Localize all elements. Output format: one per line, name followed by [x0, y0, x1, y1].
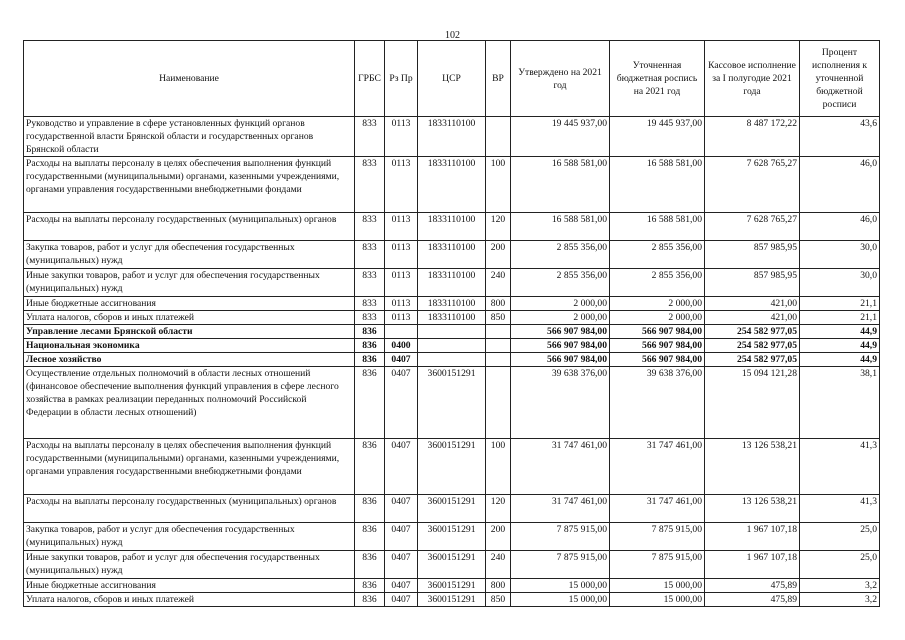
cell-name: Иные закупки товаров, работ и услуг для обеспечения государственных (муниципальных) нужд: [24, 551, 355, 579]
cell-percent: 44,9: [800, 339, 880, 353]
cell-name: Закупка товаров, работ и услуг для обеспечения государственных (муниципальных) нужд: [24, 523, 355, 551]
cell-grbs: 833: [355, 157, 385, 213]
table-row: [24, 339, 880, 353]
cell-csr: 3600151291: [418, 551, 486, 579]
cell-approved: 2 000,00: [511, 297, 610, 311]
cell-approved: 566 907 984,00: [511, 339, 610, 353]
cell-rzpr: 0113: [385, 117, 418, 157]
table-header-row: [24, 41, 880, 117]
cell-csr: 1833110100: [418, 241, 486, 269]
cell-approved: 16 588 581,00: [511, 157, 610, 213]
header-percent: Процент исполнения к уточненной бюджетной росписи: [800, 41, 880, 117]
cell-approved: 2 855 356,00: [511, 241, 610, 269]
cell-cash: 8 487 172,22: [705, 117, 800, 157]
cell-vr: [486, 367, 511, 439]
table-row: [24, 297, 880, 311]
cell-name: Осуществление отдельных полномочий в области лесных отношений (финансовое обеспечение выполнения функций управления в сфере лесного хозяйства в рамках реализации переданных полномочий Российской Федерации в области лесных отношений): [24, 367, 355, 439]
cell-approved: 19 445 937,00: [511, 117, 610, 157]
cell-percent: 41,3: [800, 495, 880, 523]
cell-approved: 566 907 984,00: [511, 353, 610, 367]
cell-cash: 475,89: [705, 593, 800, 607]
cell-approved: 7 875 915,00: [511, 523, 610, 551]
cell-cash: 421,00: [705, 311, 800, 325]
cell-approved: 7 875 915,00: [511, 551, 610, 579]
cell-grbs: 836: [355, 495, 385, 523]
table-row: [24, 523, 880, 551]
cell-grbs: 836: [355, 439, 385, 495]
cell-cash: 421,00: [705, 297, 800, 311]
cell-vr: 100: [486, 157, 511, 213]
table-row: [24, 353, 880, 367]
cell-csr: 1833110100: [418, 157, 486, 213]
cell-vr: 850: [486, 311, 511, 325]
cell-grbs: 836: [355, 353, 385, 367]
cell-rzpr: 0113: [385, 157, 418, 213]
cell-rzpr: 0407: [385, 579, 418, 593]
cell-vr: [486, 353, 511, 367]
table-row: [24, 593, 880, 607]
table-row: [24, 439, 880, 495]
cell-name: Лесное хозяйство: [24, 353, 355, 367]
cell-refined: 2 000,00: [610, 311, 705, 325]
cell-csr: [418, 339, 486, 353]
cell-csr: 3600151291: [418, 367, 486, 439]
cell-percent: 41,3: [800, 439, 880, 495]
table-row: [24, 117, 880, 157]
cell-csr: 3600151291: [418, 523, 486, 551]
cell-csr: 3600151291: [418, 495, 486, 523]
cell-approved: 15 000,00: [511, 579, 610, 593]
cell-vr: 800: [486, 579, 511, 593]
cell-rzpr: 0407: [385, 551, 418, 579]
cell-percent: 46,0: [800, 157, 880, 213]
cell-rzpr: 0400: [385, 339, 418, 353]
cell-name: Расходы на выплаты персоналу в целях обеспечения выполнения функций государственными (муниципальными) органами, казенными учреждениями, органами управления государственными внебюджетными фондами: [24, 439, 355, 495]
cell-csr: 3600151291: [418, 579, 486, 593]
cell-percent: 44,9: [800, 325, 880, 339]
cell-grbs: 833: [355, 241, 385, 269]
cell-rzpr: 0407: [385, 523, 418, 551]
cell-vr: 200: [486, 523, 511, 551]
cell-percent: 25,0: [800, 523, 880, 551]
table-body: [24, 117, 880, 607]
cell-grbs: 833: [355, 117, 385, 157]
cell-percent: 3,2: [800, 593, 880, 607]
cell-percent: 38,1: [800, 367, 880, 439]
cell-vr: 240: [486, 551, 511, 579]
cell-refined: 39 638 376,00: [610, 367, 705, 439]
cell-approved: 31 747 461,00: [511, 439, 610, 495]
cell-grbs: 833: [355, 311, 385, 325]
cell-cash: 15 094 121,28: [705, 367, 800, 439]
cell-grbs: 836: [355, 339, 385, 353]
cell-cash: 475,89: [705, 579, 800, 593]
cell-vr: [486, 325, 511, 339]
cell-vr: 850: [486, 593, 511, 607]
cell-approved: 2 855 356,00: [511, 269, 610, 297]
cell-approved: 39 638 376,00: [511, 367, 610, 439]
header-rzpr: Рз Пр: [385, 41, 418, 117]
cell-name: Иные бюджетные ассигнования: [24, 579, 355, 593]
cell-name: Иные закупки товаров, работ и услуг для обеспечения государственных (муниципальных) нужд: [24, 269, 355, 297]
cell-vr: 120: [486, 495, 511, 523]
cell-refined: 16 588 581,00: [610, 157, 705, 213]
cell-approved: 31 747 461,00: [511, 495, 610, 523]
table-row: [24, 241, 880, 269]
cell-rzpr: 0113: [385, 311, 418, 325]
cell-vr: 800: [486, 297, 511, 311]
cell-rzpr: 0407: [385, 593, 418, 607]
cell-refined: 31 747 461,00: [610, 495, 705, 523]
cell-name: Руководство и управление в сфере установленных функций органов государственной власти Брянской области и государственных органов Брянской области: [24, 117, 355, 157]
cell-refined: 16 588 581,00: [610, 213, 705, 241]
cell-name: Расходы на выплаты персоналу в целях обеспечения выполнения функций государственными (муниципальными) органами, казенными учреждениями, органами управления государственными внебюджетными фондами: [24, 157, 355, 213]
cell-name: Уплата налогов, сборов и иных платежей: [24, 593, 355, 607]
cell-rzpr: 0407: [385, 353, 418, 367]
cell-percent: 43,6: [800, 117, 880, 157]
cell-cash: 1 967 107,18: [705, 523, 800, 551]
table-row: [24, 311, 880, 325]
page-number: 102: [445, 30, 460, 41]
table-row: [24, 269, 880, 297]
cell-refined: 15 000,00: [610, 579, 705, 593]
cell-csr: 1833110100: [418, 311, 486, 325]
cell-refined: 566 907 984,00: [610, 325, 705, 339]
cell-percent: 21,1: [800, 297, 880, 311]
cell-approved: 16 588 581,00: [511, 213, 610, 241]
cell-cash: 7 628 765,27: [705, 213, 800, 241]
table-row: [24, 157, 880, 213]
cell-name: Расходы на выплаты персоналу государственных (муниципальных) органов: [24, 495, 355, 523]
cell-refined: 15 000,00: [610, 593, 705, 607]
cell-percent: 30,0: [800, 269, 880, 297]
cell-percent: 21,1: [800, 311, 880, 325]
cell-refined: 2 855 356,00: [610, 241, 705, 269]
cell-percent: 46,0: [800, 213, 880, 241]
cell-rzpr: 0113: [385, 241, 418, 269]
cell-cash: 13 126 538,21: [705, 495, 800, 523]
budget-execution-table: [23, 40, 880, 607]
table-row: [24, 325, 880, 339]
cell-vr: 120: [486, 213, 511, 241]
cell-cash: 13 126 538,21: [705, 439, 800, 495]
cell-percent: 3,2: [800, 579, 880, 593]
cell-name: Управление лесами Брянской области: [24, 325, 355, 339]
cell-grbs: 836: [355, 593, 385, 607]
cell-cash: 254 582 977,05: [705, 339, 800, 353]
cell-name: Уплата налогов, сборов и иных платежей: [24, 311, 355, 325]
cell-rzpr: [385, 325, 418, 339]
cell-csr: 3600151291: [418, 593, 486, 607]
cell-cash: 7 628 765,27: [705, 157, 800, 213]
cell-approved: 2 000,00: [511, 311, 610, 325]
cell-grbs: 836: [355, 325, 385, 339]
cell-grbs: 836: [355, 579, 385, 593]
cell-refined: 7 875 915,00: [610, 523, 705, 551]
cell-vr: 200: [486, 241, 511, 269]
header-vr: ВР: [486, 41, 511, 117]
table-row: [24, 213, 880, 241]
cell-name: Национальная экономика: [24, 339, 355, 353]
header-grbs: ГРБС: [355, 41, 385, 117]
header-refined: Уточненная бюджетная роспись на 2021 год: [610, 41, 705, 117]
cell-grbs: 833: [355, 269, 385, 297]
cell-approved: 15 000,00: [511, 593, 610, 607]
cell-approved: 566 907 984,00: [511, 325, 610, 339]
cell-rzpr: 0113: [385, 213, 418, 241]
cell-refined: 566 907 984,00: [610, 353, 705, 367]
cell-vr: 240: [486, 269, 511, 297]
header-csr: ЦСР: [418, 41, 486, 117]
cell-name: Закупка товаров, работ и услуг для обеспечения государственных (муниципальных) нужд: [24, 241, 355, 269]
header-approved: Утверждено на 2021 год: [511, 41, 610, 117]
cell-cash: 254 582 977,05: [705, 353, 800, 367]
cell-refined: 31 747 461,00: [610, 439, 705, 495]
cell-rzpr: 0407: [385, 439, 418, 495]
cell-grbs: 833: [355, 297, 385, 311]
cell-cash: 254 582 977,05: [705, 325, 800, 339]
header-cash: Кассовое исполнение за I полугодие 2021 года: [705, 41, 800, 117]
cell-csr: 1833110100: [418, 213, 486, 241]
table-row: [24, 551, 880, 579]
cell-csr: [418, 353, 486, 367]
cell-refined: 2 855 356,00: [610, 269, 705, 297]
cell-cash: 857 985,95: [705, 269, 800, 297]
cell-rzpr: 0113: [385, 297, 418, 311]
table-row: [24, 367, 880, 439]
cell-grbs: 836: [355, 523, 385, 551]
cell-csr: 1833110100: [418, 117, 486, 157]
cell-csr: 1833110100: [418, 297, 486, 311]
cell-rzpr: 0113: [385, 269, 418, 297]
cell-csr: 1833110100: [418, 269, 486, 297]
table-row: [24, 495, 880, 523]
cell-name: Иные бюджетные ассигнования: [24, 297, 355, 311]
cell-refined: 19 445 937,00: [610, 117, 705, 157]
table-row: [24, 579, 880, 593]
cell-cash: 1 967 107,18: [705, 551, 800, 579]
cell-csr: 3600151291: [418, 439, 486, 495]
header-name: Наименование: [24, 41, 355, 117]
cell-percent: 30,0: [800, 241, 880, 269]
cell-percent: 44,9: [800, 353, 880, 367]
cell-csr: [418, 325, 486, 339]
cell-percent: 25,0: [800, 551, 880, 579]
cell-vr: [486, 117, 511, 157]
cell-vr: 100: [486, 439, 511, 495]
cell-cash: 857 985,95: [705, 241, 800, 269]
cell-refined: 566 907 984,00: [610, 339, 705, 353]
cell-rzpr: 0407: [385, 495, 418, 523]
cell-refined: 2 000,00: [610, 297, 705, 311]
cell-vr: [486, 339, 511, 353]
cell-grbs: 836: [355, 551, 385, 579]
cell-refined: 7 875 915,00: [610, 551, 705, 579]
cell-name: Расходы на выплаты персоналу государственных (муниципальных) органов: [24, 213, 355, 241]
cell-grbs: 836: [355, 367, 385, 439]
cell-rzpr: 0407: [385, 367, 418, 439]
cell-grbs: 833: [355, 213, 385, 241]
